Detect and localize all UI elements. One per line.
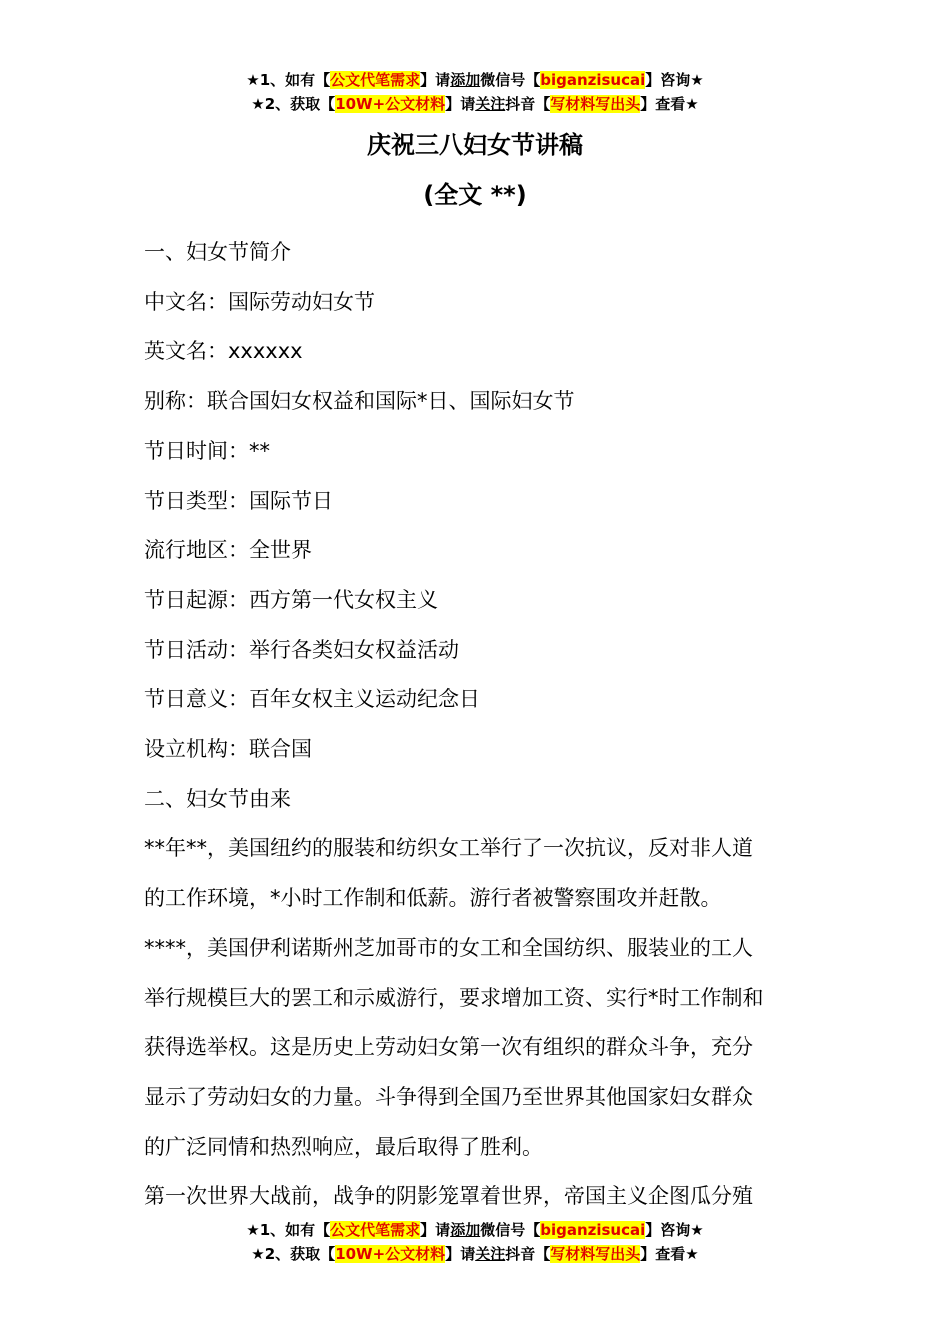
banner-line-1 [0, 68, 950, 92]
body-line: 节日起源：西方第一代女权主义 [144, 587, 438, 612]
header-banner [0, 68, 950, 116]
body-line: 第一次世界大战前，战争的阴影笼罩着世界，帝国主义企图瓜分殖 [144, 1184, 753, 1209]
banner-text: 抖音【 [505, 95, 551, 113]
banner-text: 】请 [445, 95, 476, 113]
body-line: 中文名：国际劳动妇女节 [144, 289, 375, 314]
banner-text: ★1、如有【 [246, 71, 331, 89]
banner-highlight: 公文代笔需求 [330, 1221, 421, 1239]
body-line: 英文名：xxxxxx [144, 339, 303, 364]
body-line: 节日意义：百年女权主义运动纪念日 [144, 687, 480, 712]
banner-highlight: 10W+公文材料 [335, 1245, 446, 1263]
banner-highlight: biganzisucai [540, 71, 646, 89]
banner-line-2 [0, 92, 950, 116]
banner-text: ★2、获取【 [251, 95, 336, 113]
body-line: 获得选举权。这是历史上劳动妇女第一次有组织的群众斗争，充分 [144, 1035, 753, 1060]
body-line: ****，美国伊利诺斯州芝加哥市的女工和全国纺织、服装业的工人 [144, 935, 753, 960]
banner-text: 】请 [420, 71, 451, 89]
document-title: 庆祝三八妇女节讲稿 [367, 131, 583, 159]
banner-text: 抖音【 [505, 1245, 551, 1263]
banner-text: 】请 [445, 1245, 476, 1263]
body-line: 的广泛同情和热烈响应，最后取得了胜利。 [144, 1134, 543, 1159]
banner-underline: 添加 [450, 71, 481, 89]
banner-line-2 [0, 1242, 950, 1266]
banner-text: ★2、获取【 [251, 1245, 336, 1263]
body-line: 流行地区：全世界 [144, 538, 312, 563]
banner-highlight: 写材料写出头 [550, 95, 641, 113]
banner-underline: 关注 [475, 1245, 506, 1263]
banner-text: 】查看★ [640, 1245, 699, 1263]
body-line: 二、妇女节由来 [144, 786, 291, 811]
banner-highlight: 10W+公文材料 [335, 95, 446, 113]
banner-text: 】请 [420, 1221, 451, 1239]
footer-banner [0, 1218, 950, 1266]
banner-highlight: 公文代笔需求 [330, 71, 421, 89]
document-body [144, 228, 809, 1222]
body-line: 显示了劳动妇女的力量。斗争得到全国乃至世界其他国家妇女群众 [144, 1084, 753, 1109]
banner-text: 】咨询★ [645, 1221, 704, 1239]
body-line: 节日活动：举行各类妇女权益活动 [144, 637, 459, 662]
body-line: 节日类型：国际节日 [144, 488, 333, 513]
banner-underline: 关注 [475, 95, 506, 113]
body-line: 举行规模巨大的罢工和示威游行，要求增加工资、实行*时工作制和 [144, 985, 764, 1010]
body-line: 设立机构：联合国 [144, 737, 312, 762]
body-line: 的工作环境，*小时工作制和低薪。游行者被警察围攻并赶散。 [144, 886, 722, 911]
banner-text: 微信号【 [480, 71, 541, 89]
banner-underline: 添加 [450, 1221, 481, 1239]
banner-text: 】咨询★ [645, 71, 704, 89]
banner-line-1 [0, 1218, 950, 1242]
body-line: 一、妇女节简介 [144, 240, 291, 264]
body-line: 节日时间：** [144, 438, 270, 463]
banner-text: 微信号【 [480, 1221, 541, 1239]
banner-highlight: 写材料写出头 [550, 1245, 641, 1263]
body-line: **年**，美国纽约的服装和纺织女工举行了一次抗议，反对非人道 [144, 836, 753, 861]
banner-highlight: biganzisucai [540, 1221, 646, 1239]
body-line: 别称：联合国妇女权益和国际*日、国际妇女节 [144, 389, 575, 414]
document-subtitle: (全文 **) [423, 181, 527, 209]
banner-text: ★1、如有【 [246, 1221, 331, 1239]
banner-text: 】查看★ [640, 95, 699, 113]
